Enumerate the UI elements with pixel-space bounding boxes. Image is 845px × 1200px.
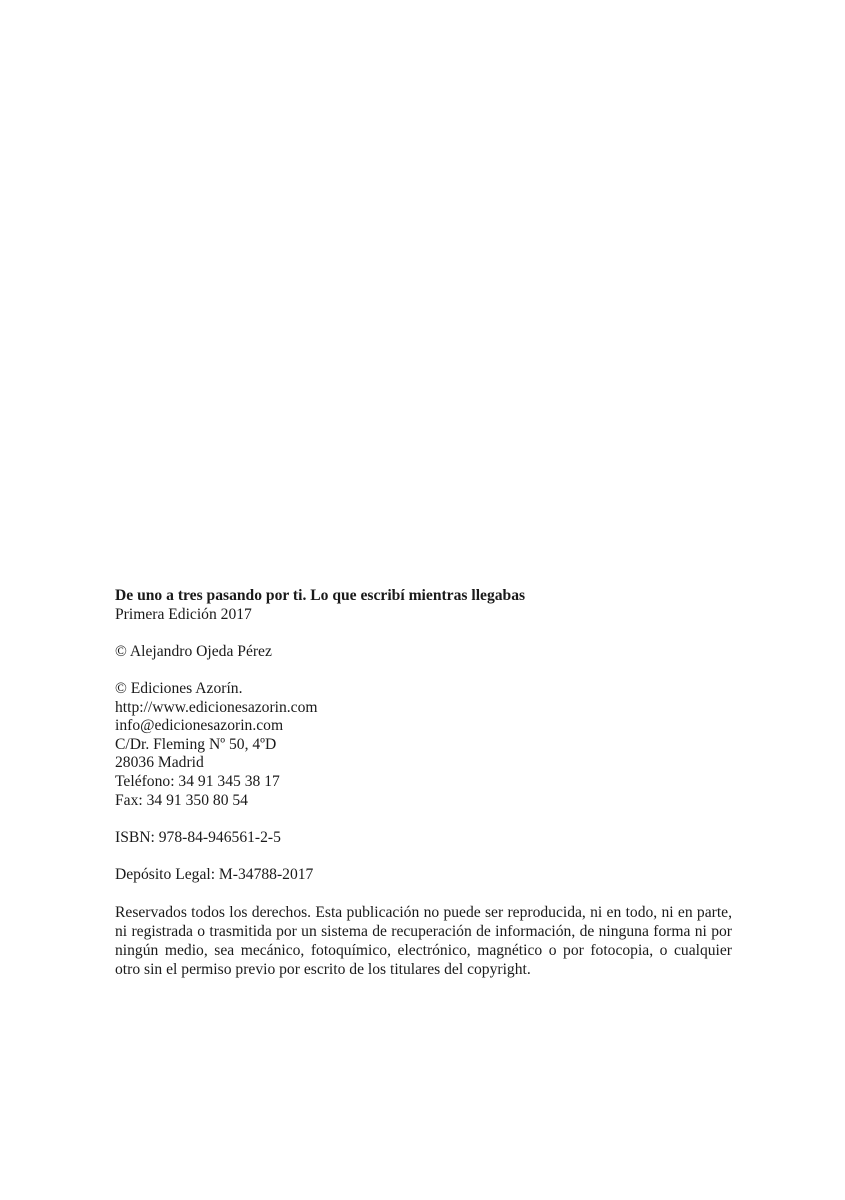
spacer — [115, 885, 732, 904]
author-copyright: © Alejandro Ojeda Pérez — [115, 642, 272, 660]
edition-line: Primera Edición 2017 — [115, 605, 252, 623]
publisher-fax: Fax: 34 91 350 80 54 — [115, 791, 248, 809]
publisher-city: 28036 Madrid — [115, 754, 204, 772]
publisher-address: C/Dr. Fleming Nº 50, 4ºD — [115, 735, 277, 753]
publisher-copyright: © Ediciones Azorín. — [115, 679, 243, 697]
publisher-phone: Teléfono: 34 91 345 38 17 — [115, 772, 280, 790]
legal-deposit-line: Depósito Legal: M-34788-2017 — [115, 865, 314, 883]
spacer — [115, 624, 732, 643]
book-title: De uno a tres pasando por ti. Lo que escribí mientras llegabas — [115, 587, 526, 604]
spacer — [115, 810, 732, 829]
publisher-email: info@edicionesazorin.com — [115, 717, 284, 735]
colophon-block — [115, 587, 732, 979]
spacer — [115, 847, 732, 866]
publisher-website: http://www.edicionesazorin.com — [115, 698, 318, 716]
isbn-line: ISBN: 978-84-946561-2-5 — [115, 828, 281, 846]
spacer — [115, 661, 732, 680]
rights-notice: Reservados todos los derechos. Esta publicación no puede ser reproducida, ni en todo, ni en parte, ni registrada o trasmitida por un sistema de recuperación de información, de ninguna forma ni por ningún medio, sea mecánico, fotoquímico, electrónico, magnético o por fotocopia, o cualquier otro sin el permiso previo por escrito de los titulares del copyright. — [115, 904, 732, 979]
